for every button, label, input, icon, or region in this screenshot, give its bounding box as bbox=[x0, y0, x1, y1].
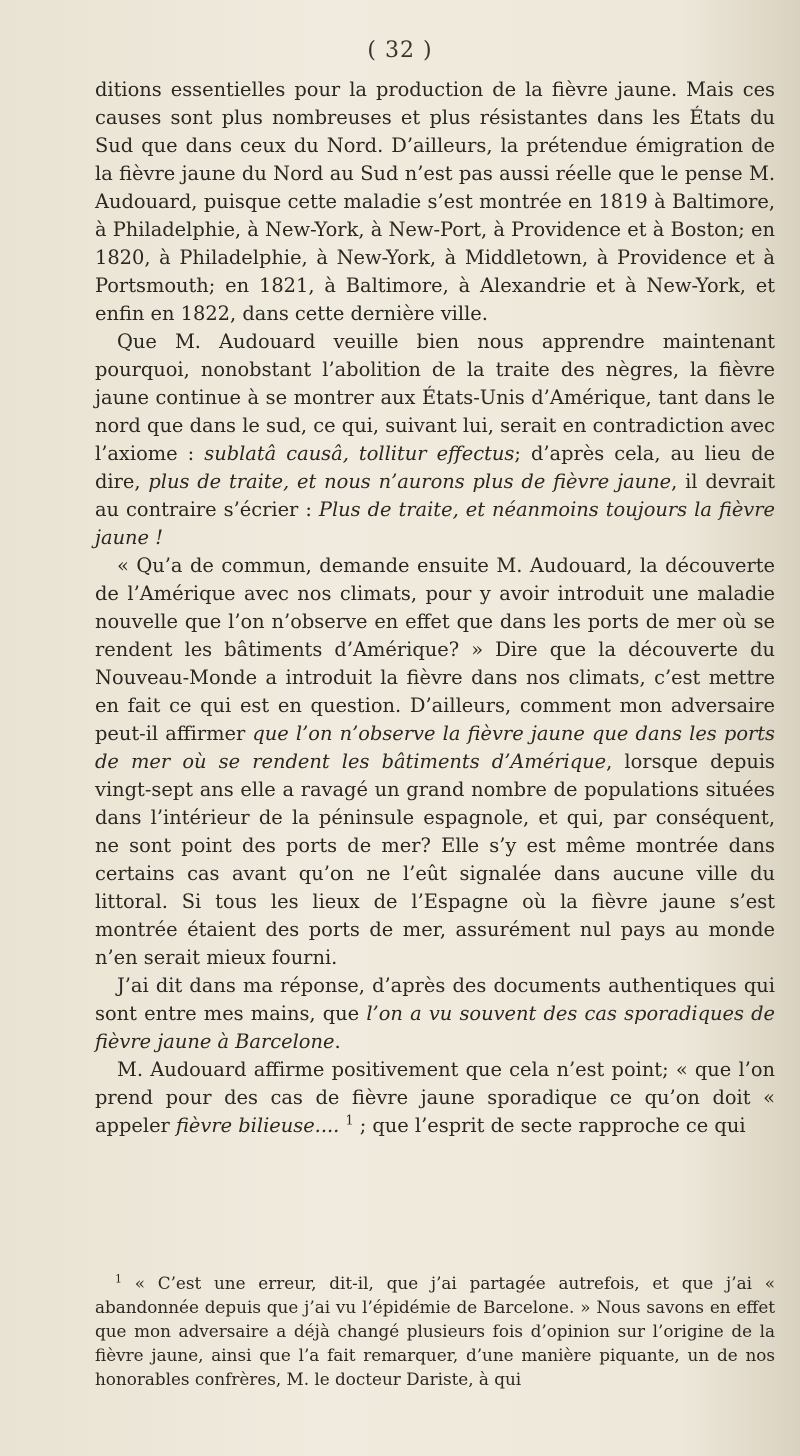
page-number: ( 32 ) bbox=[367, 38, 433, 63]
italic-text: que l’on n’observe la fièvre jaune que dans les ports de mer où se rendent les bâtiments d’Amérique bbox=[95, 722, 776, 773]
italic-text: plus de traite, et nous n’aurons plus de fièvre jaune bbox=[148, 470, 672, 493]
footnote-paragraph bbox=[95, 1271, 775, 1391]
paragraph-2 bbox=[95, 328, 775, 552]
paragraph-1 bbox=[95, 76, 775, 328]
text-run: ditions essentielles pour la production de la fièvre jaune. Mais ces causes sont plus nombreuses et plus résistantes dans les États du Sud que dans ceux du Nord. D’ailleurs, la prétendue émigration de la fièvre jaune du Nord au Sud n’est pas aussi réelle que le pense M. Audouard, puisque cette maladie s’est montrée en 1819 à Baltimore, à Philadelphie, à New-York, à New-Port, à Providence et à Boston; en 1820, à Philadelphie, à New-York, à Middletown, à Providence et à Portsmouth; en 1821, à Baltimore, à Alexandrie et à New-York, et enfin en 1822, dans cette dernière ville. bbox=[95, 78, 775, 325]
text-run: Que M. Audouard veuille bien nous apprendre maintenant pourquoi, nonobstant l’abolition de la traite des nègres, la fièvre jaune continue à se montrer aux États-Unis d’Amérique, tant dans le nord que dans le sud, ce qui, suivant lui, serait en contradiction avec l’axiome : bbox=[95, 330, 775, 465]
text-run: J’ai dit dans ma réponse, d’après des documents authentiques qui sont entre mes mains, que bbox=[95, 974, 775, 1025]
italic-text: l’on a vu souvent des cas sporadiques de fièvre jaune à Barcelone bbox=[95, 1002, 775, 1053]
text-run: ; que l’esprit de secte rapproche ce qui bbox=[353, 1114, 746, 1137]
italic-text: fièvre bilieuse.... bbox=[175, 1114, 340, 1137]
text-run: , il devrait au contraire s’écrier : bbox=[95, 470, 775, 521]
italic-text: Plus de traite, et néanmoins toujours la fièvre jaune ! bbox=[95, 498, 775, 549]
text-run: ; d’après cela, au lieu de dire, bbox=[95, 442, 775, 493]
text-run: M. Audouard affirme positivement que cela n’est point; « que l’on prend pour des cas de fièvre jaune sporadique ce qu’on doit « appeler bbox=[95, 1058, 775, 1137]
paragraph-3 bbox=[95, 552, 775, 972]
footnote-marker: 1 bbox=[115, 1272, 122, 1286]
text-run: , lorsque depuis vingt-sept ans elle a ravagé un grand nombre de populations situées dans l’intérieur de la péninsule espagnole, et qui, par conséquent, ne sont point des ports de mer? Elle s’y est même montrée dans certains cas avant qu’on ne l’eût signalée dans aucune ville du littoral. Si tous les lieux de l’Espagne où la fièvre jaune s’est montrée étaient des ports de mer, assurément nul pays au monde n’en serait mieux fourni. bbox=[95, 750, 776, 969]
footnote bbox=[95, 1271, 775, 1391]
text-run: . bbox=[334, 1030, 341, 1053]
paragraph-4 bbox=[95, 972, 775, 1056]
text-run: « Qu’a de commun, demande ensuite M. Audouard, la découverte de l’Amérique avec nos climats, pour y avoir introduit une maladie nouvelle que l’on n’observe en effet que dans les ports de mer où se rendent les bâtiments d’Amérique? » Dire que la découverte du Nouveau-Monde a introduit la fièvre dans nos climats, c’est mettre en fait ce qui est en question. D’ailleurs, comment mon adversaire peut-il affirmer bbox=[95, 554, 775, 745]
footnote-text: « C’est une erreur, dit-il, que j’ai partagée autrefois, et que j’ai « abandonnée depuis que j’ai vu l’épidémie de Barcelone. » Nous savons en effet que mon adversaire a déjà changé plusieurs fois d’opinion sur l’origine de la fièvre jaune, ainsi que l’a fait remarquer, d’une manière piquante, un de nos honorables confrères, M. le docteur Dariste, à qui bbox=[95, 1273, 775, 1389]
body-text bbox=[95, 76, 775, 1140]
paragraph-5 bbox=[95, 1056, 775, 1140]
footnote-reference: 1 bbox=[345, 1112, 354, 1128]
italic-text: sublatâ causâ, tollitur effectus bbox=[204, 442, 515, 465]
